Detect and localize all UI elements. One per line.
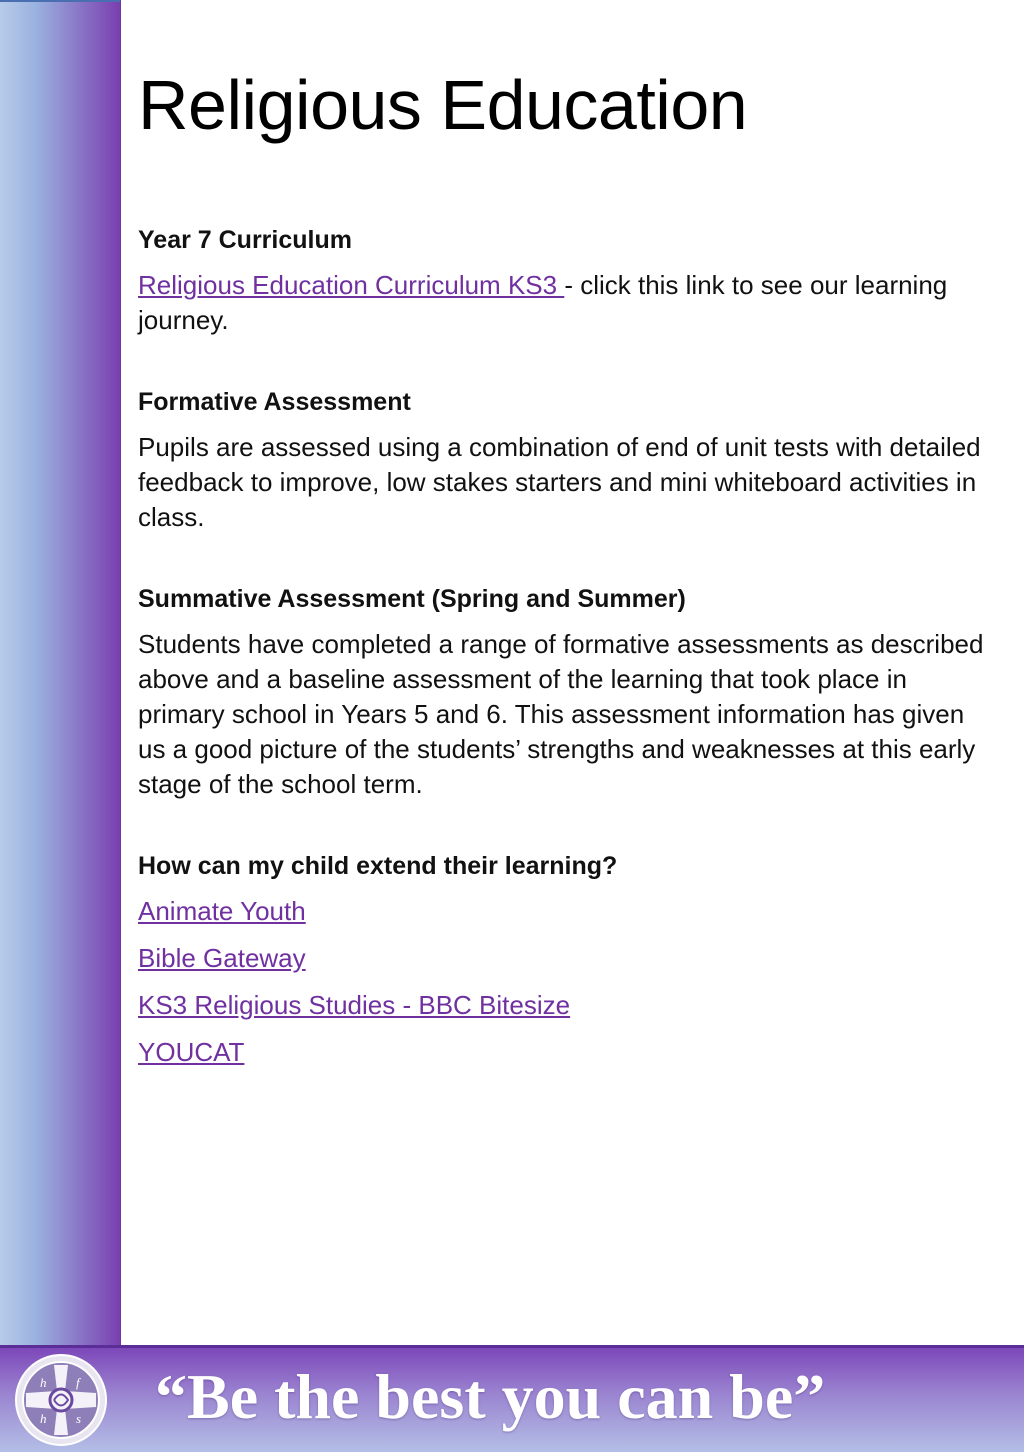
formative-section <box>138 386 998 535</box>
main-content <box>138 224 998 1082</box>
left-sidebar-bar <box>0 0 121 1345</box>
youcat-link[interactable]: YOUCAT <box>138 1037 245 1067</box>
formative-body: Pupils are assessed using a combination of end of unit tests with detailed feedback to improve, low stakes starters and mini whiteboard activities in class. <box>138 432 981 532</box>
curriculum-heading: Year 7 Curriculum <box>138 226 352 254</box>
school-crest-icon <box>14 1353 108 1447</box>
summative-body: Students have completed a range of formative assessments as described above and a baseline assessment of the learning that took place in primary school in Years 5 and 6. This assessment information has given us a good picture of the students’ strengths and weaknesses at this early stage of the school term. <box>138 629 984 799</box>
animate-youth-link[interactable]: Animate Youth <box>138 896 306 926</box>
summative-heading: Summative Assessment (Spring and Summer) <box>138 585 686 613</box>
svg-text:s: s <box>76 1411 82 1426</box>
svg-text:h: h <box>40 1375 47 1390</box>
bbc-bitesize-link[interactable]: KS3 Religious Studies - BBC Bitesize <box>138 990 571 1020</box>
svg-text:h: h <box>40 1411 47 1426</box>
page-title: Religious Education <box>138 66 748 144</box>
curriculum-paragraph <box>138 268 998 338</box>
summative-section <box>138 583 998 802</box>
extend-section <box>138 850 998 1070</box>
curriculum-section <box>138 224 998 338</box>
extend-heading: How can my child extend their learning? <box>138 852 618 880</box>
curriculum-link[interactable]: Religious Education Curriculum KS3 <box>138 270 565 300</box>
formative-heading: Formative Assessment <box>138 388 411 416</box>
school-motto: “Be the best you can be” <box>155 1361 826 1432</box>
svg-text:f: f <box>76 1375 80 1390</box>
bible-gateway-link[interactable]: Bible Gateway <box>138 943 306 973</box>
curriculum-description: - click this link to see our learning journey. <box>138 270 948 335</box>
extend-links-list <box>138 894 998 1070</box>
